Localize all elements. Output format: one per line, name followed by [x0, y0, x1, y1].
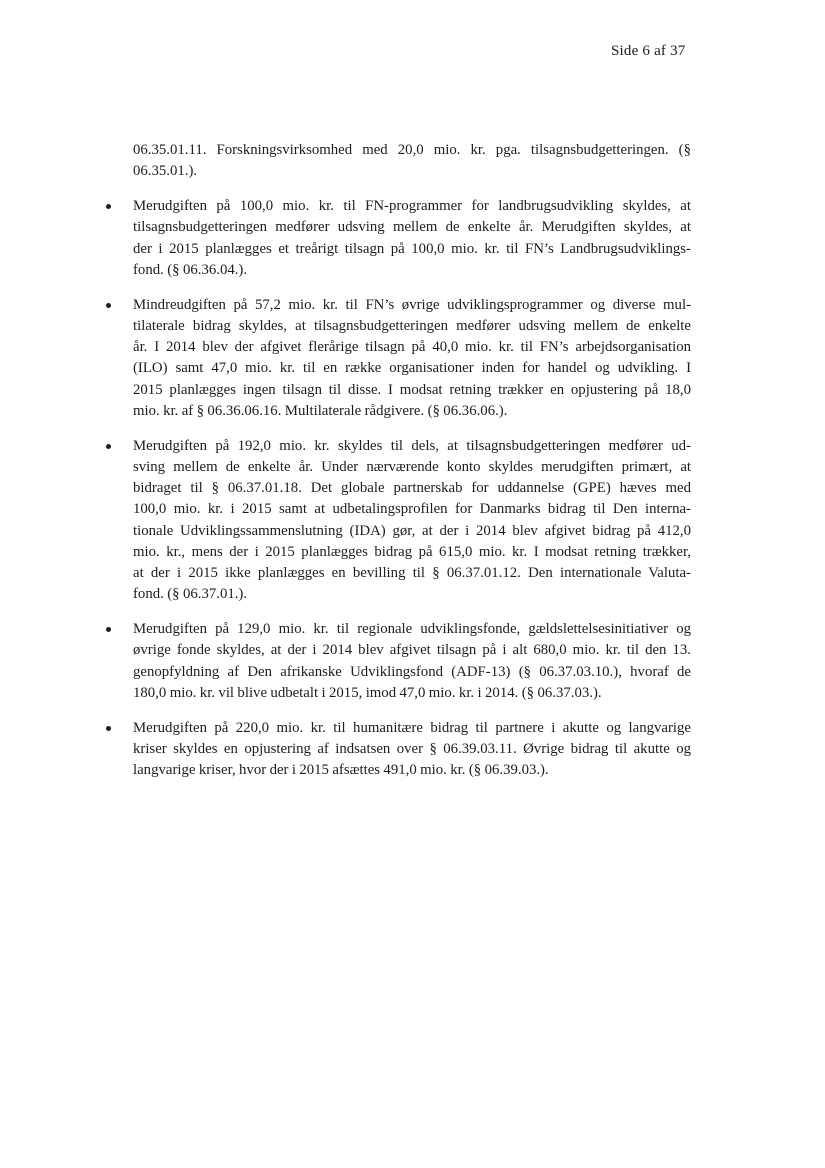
bullet-item [105, 196, 691, 281]
text-line: år. I 2014 blev der afgivet flerårige tilsagn på 40,0 mio. kr. til FN’s arbejdsorganisation [133, 339, 691, 356]
text-line: fond. (§ 06.36.04.). [133, 261, 248, 278]
text-line: tilsagnsbudgetteringen medfører udsving mellem de enkelte år. Merudgiften skyldes, at [133, 219, 691, 236]
text-line: Merudgiften på 129,0 mio. kr. til regionale udviklingsfonde, gældslettelsesinitiativer og [133, 621, 691, 638]
document-body [105, 140, 691, 795]
text-line: 2015 planlægges ingen tilsagn til disse. I modsat retning trækker en opjustering på 18,0 [133, 381, 691, 398]
text-line: Merudgiften på 100,0 mio. kr. til FN-programmer for landbrugsudvikling skyldes, at [133, 198, 691, 215]
text-line: 100,0 mio. kr. i 2015 samt at udbetalingsprofilen for Danmarks bidrag til Den interna- [133, 501, 691, 518]
text-line: 06.35.01.). [133, 163, 198, 180]
paragraph [105, 140, 691, 182]
bullet-dot-icon [106, 303, 111, 308]
paragraph-text [133, 436, 691, 606]
bullet-item [105, 619, 691, 704]
text-line: der i 2015 planlægges et treårigt tilsagn på 100,0 mio. kr. til FN’s Landbrugsudviklings- [133, 240, 691, 257]
bullet-marker [105, 196, 133, 281]
bullet-dot-icon [106, 204, 111, 209]
paragraph-text [133, 295, 691, 422]
bullet-item [105, 436, 691, 606]
bullet-item [105, 718, 691, 782]
text-line: genopfyldning af Den afrikanske Udviklingsfond (ADF-13) (§ 06.37.03.10.), hvoraf de [133, 663, 691, 680]
indent-spacer [105, 140, 133, 182]
text-line: kriser skyldes en opjustering af indsatsen over § 06.39.03.11. Øvrige bidrag til akutte og [133, 741, 691, 758]
text-line: Merudgiften på 220,0 mio. kr. til humanitære bidrag til partnere i akutte og langvarige [133, 719, 691, 736]
text-line: Merudgiften på 192,0 mio. kr. skyldes til dels, at tilsagnsbudgetteringen medfører ud- [133, 437, 691, 454]
text-line: sving mellem de enkelte år. Under nærværende konto skyldes merudgiften primært, at [133, 459, 691, 476]
bullet-item [105, 295, 691, 422]
bullet-dot-icon [106, 444, 111, 449]
text-line: fond. (§ 06.37.01.). [133, 586, 248, 603]
text-line: tilaterale bidrag skyldes, at tilsagnsbudgetteringen medfører udsving mellem de enkelte [133, 318, 691, 335]
text-line: mio. kr. af § 06.36.06.16. Multilaterale rådgivere. (§ 06.36.06.). [133, 402, 508, 419]
paragraph-text [133, 718, 691, 782]
text-line: (ILO) samt 47,0 mio. kr. til en række organisationer inden for handel og udvikling. I [133, 360, 691, 377]
page-number-label: Side 6 af 37 [611, 43, 686, 59]
text-line: øvrige fonde skyldes, at der i 2014 blev afgivet tilsagn på i alt 680,0 mio. kr. til den 13. [133, 642, 691, 659]
text-line: mio. kr., mens der i 2015 planlægges bidrag på 615,0 mio. kr. I modsat retning trækker, [133, 543, 691, 560]
text-line: tionale Udviklingssammenslutning (IDA) gør, at der i 2014 blev afgivet bidrag på 412,0 [133, 522, 691, 539]
paragraph-text [133, 619, 691, 704]
text-line: Mindreudgiften på 57,2 mio. kr. til FN’s øvrige udviklingsprogrammer og diverse mul- [133, 296, 691, 313]
bullet-dot-icon [106, 627, 111, 632]
bullet-marker [105, 718, 133, 782]
bullet-dot-icon [106, 726, 111, 731]
text-line: at der i 2015 ikke planlægges en bevilling til § 06.37.01.12. Den internationale Valuta- [133, 565, 691, 582]
bullet-marker [105, 295, 133, 422]
text-line: langvarige kriser, hvor der i 2015 afsættes 491,0 mio. kr. (§ 06.39.03.). [133, 762, 549, 779]
text-line: 06.35.01.11. Forskningsvirksomhed med 20,0 mio. kr. pga. tilsagnsbudgetteringen. (§ [133, 142, 691, 158]
text-line: bidraget til § 06.37.01.18. Det globale partnerskab for uddannelse (GPE) hæves med [133, 480, 691, 497]
bullet-marker [105, 436, 133, 606]
text-line: 180,0 mio. kr. vil blive udbetalt i 2015, imod 47,0 mio. kr. i 2014. (§ 06.37.03.). [133, 684, 602, 701]
paragraph-text [133, 196, 691, 281]
bullet-marker [105, 619, 133, 704]
paragraph-text [133, 140, 691, 182]
